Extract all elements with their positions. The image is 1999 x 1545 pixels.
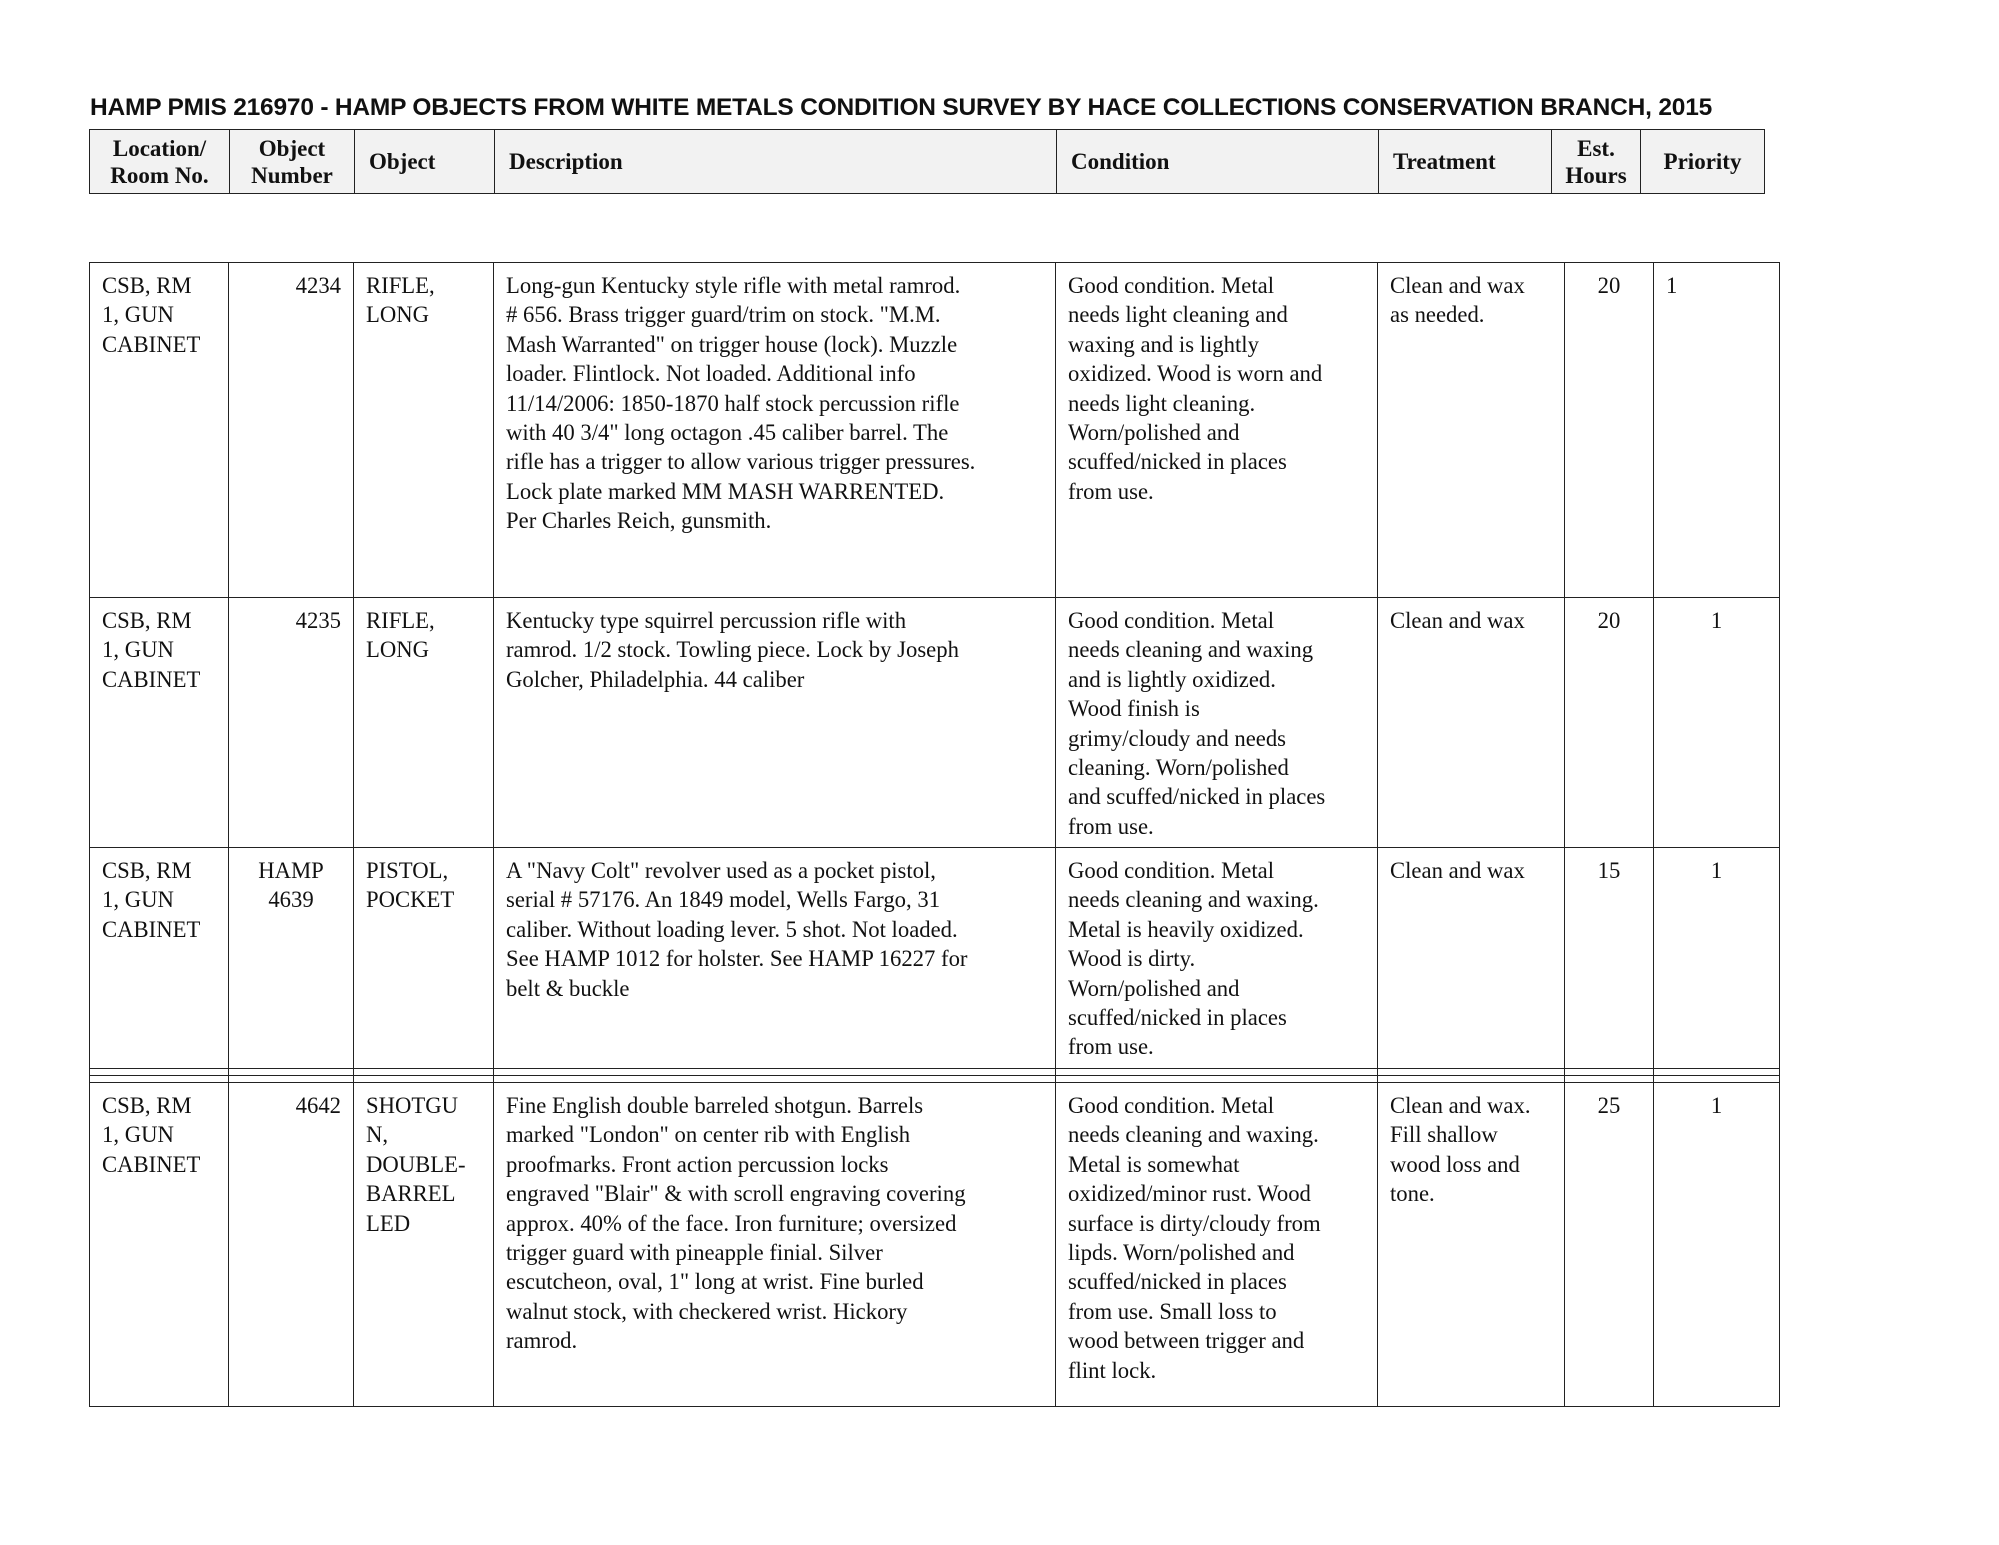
header-object-number: Object Number: [230, 130, 355, 194]
empty-cell: [1378, 1069, 1565, 1076]
header-priority: Priority: [1641, 130, 1765, 194]
cell-est-hours: 15: [1565, 848, 1654, 1069]
cell-object: SHOTGU N, DOUBLE- BARREL LED: [354, 1083, 494, 1407]
cell-treatment: Clean and wax as needed.: [1378, 263, 1565, 598]
cell-location: CSB, RM 1, GUN CABINET: [90, 848, 229, 1069]
header-description: Description: [495, 130, 1057, 194]
cell-est-hours: 20: [1565, 598, 1654, 848]
empty-cell: [1056, 1069, 1378, 1076]
objects-table: [89, 262, 1780, 1407]
header-est-hours: Est. Hours: [1552, 130, 1641, 194]
header-row: [90, 130, 1765, 194]
cell-object-number: 4235: [229, 598, 354, 848]
cell-object-number: 4642: [229, 1083, 354, 1407]
cell-priority: 1: [1654, 1083, 1780, 1407]
empty-cell: [494, 1069, 1056, 1076]
cell-object: PISTOL, POCKET: [354, 848, 494, 1069]
empty-cell: [1565, 1069, 1654, 1076]
empty-cell: [90, 1069, 229, 1076]
cell-priority: 1: [1654, 598, 1780, 848]
header-object: Object: [355, 130, 495, 194]
cell-object-number: 4234: [229, 263, 354, 598]
header-table: [89, 129, 1765, 194]
cell-description: A "Navy Colt" revolver used as a pocket pistol, serial # 57176. An 1849 model, Wells Fargo, 31 caliber. Without loading lever. 5 shot. Not loaded. See HAMP 1012 for holster. See HAMP 16227 for belt & buckle: [494, 848, 1056, 1069]
cell-condition: Good condition. Metal needs light cleaning and waxing and is lightly oxidized. Wood is worn and needs light cleaning. Worn/polished and scuffed/nicked in places from use.: [1056, 263, 1378, 598]
empty-cell: [1565, 1076, 1654, 1083]
table-row: [90, 263, 1780, 598]
empty-cell: [1654, 1069, 1780, 1076]
cell-est-hours: 20: [1565, 263, 1654, 598]
cell-condition: Good condition. Metal needs cleaning and waxing. Metal is heavily oxidized. Wood is dirty. Worn/polished and scuffed/nicked in places from use.: [1056, 848, 1378, 1069]
cell-object: RIFLE, LONG: [354, 598, 494, 848]
header-condition: Condition: [1057, 130, 1379, 194]
empty-cell: [229, 1069, 354, 1076]
cell-treatment: Clean and wax. Fill shallow wood loss and tone.: [1378, 1083, 1565, 1407]
empty-cell: [354, 1069, 494, 1076]
empty-cell: [1056, 1076, 1378, 1083]
cell-treatment: Clean and wax: [1378, 848, 1565, 1069]
cell-location: CSB, RM 1, GUN CABINET: [90, 598, 229, 848]
empty-cell: [90, 1076, 229, 1083]
header-location: Location/ Room No.: [90, 130, 230, 194]
cell-priority: 1: [1654, 848, 1780, 1069]
cell-description: Kentucky type squirrel percussion rifle with ramrod. 1/2 stock. Towling piece. Lock by Joseph Golcher, Philadelphia. 44 caliber: [494, 598, 1056, 848]
empty-cell: [494, 1076, 1056, 1083]
cell-description: Long-gun Kentucky style rifle with metal ramrod. # 656. Brass trigger guard/trim on stock. "M.M. Mash Warranted" on trigger house (lock). Muzzle loader. Flintlock. Not loaded. Additional info 11/14/2006: 1850-1870 half stock percussion rifle with 40 3/4" long octagon .45 caliber barrel. The rifle has a trigger to allow various trigger pressures. Lock plate marked MM MASH WARRENTED. Per Charles Reich, gunsmith.: [494, 263, 1056, 598]
cell-object: RIFLE, LONG: [354, 263, 494, 598]
empty-cell: [1378, 1076, 1565, 1083]
cell-condition: Good condition. Metal needs cleaning and waxing. Metal is somewhat oxidized/minor rust. Wood surface is dirty/cloudy from lipds. Worn/polished and scuffed/nicked in places from use. Small loss to wood between trigger and flint lock.: [1056, 1083, 1378, 1407]
cell-treatment: Clean and wax: [1378, 598, 1565, 848]
cell-location: CSB, RM 1, GUN CABINET: [90, 263, 229, 598]
header-treatment: Treatment: [1379, 130, 1552, 194]
empty-cell: [229, 1076, 354, 1083]
cell-condition: Good condition. Metal needs cleaning and waxing and is lightly oxidized. Wood finish is grimy/cloudy and needs cleaning. Worn/polished and scuffed/nicked in places from use.: [1056, 598, 1378, 848]
table-row: [90, 1083, 1780, 1407]
cell-priority: 1: [1654, 263, 1780, 598]
empty-cell: [354, 1076, 494, 1083]
empty-row: [90, 1076, 1780, 1083]
cell-location: CSB, RM 1, GUN CABINET: [90, 1083, 229, 1407]
document-title: HAMP PMIS 216970 - HAMP OBJECTS FROM WHITE METALS CONDITION SURVEY BY HACE COLLECTIONS CONSERVATION BRANCH, 2015: [90, 94, 1713, 121]
table-row: [90, 848, 1780, 1069]
empty-cell: [1654, 1076, 1780, 1083]
cell-description: Fine English double barreled shotgun. Barrels marked "London" on center rib with English proofmarks. Front action percussion locks engraved "Blair" & with scroll engraving covering approx. 40% of the face. Iron furniture; oversized trigger guard with pineapple finial. Silver escutcheon, oval, 1" long at wrist. Fine burled walnut stock, with checkered wrist. Hickory ramrod.: [494, 1083, 1056, 1407]
cell-est-hours: 25: [1565, 1083, 1654, 1407]
cell-object-number: HAMP 4639: [229, 848, 354, 1069]
empty-row: [90, 1069, 1780, 1076]
table-row: [90, 598, 1780, 848]
